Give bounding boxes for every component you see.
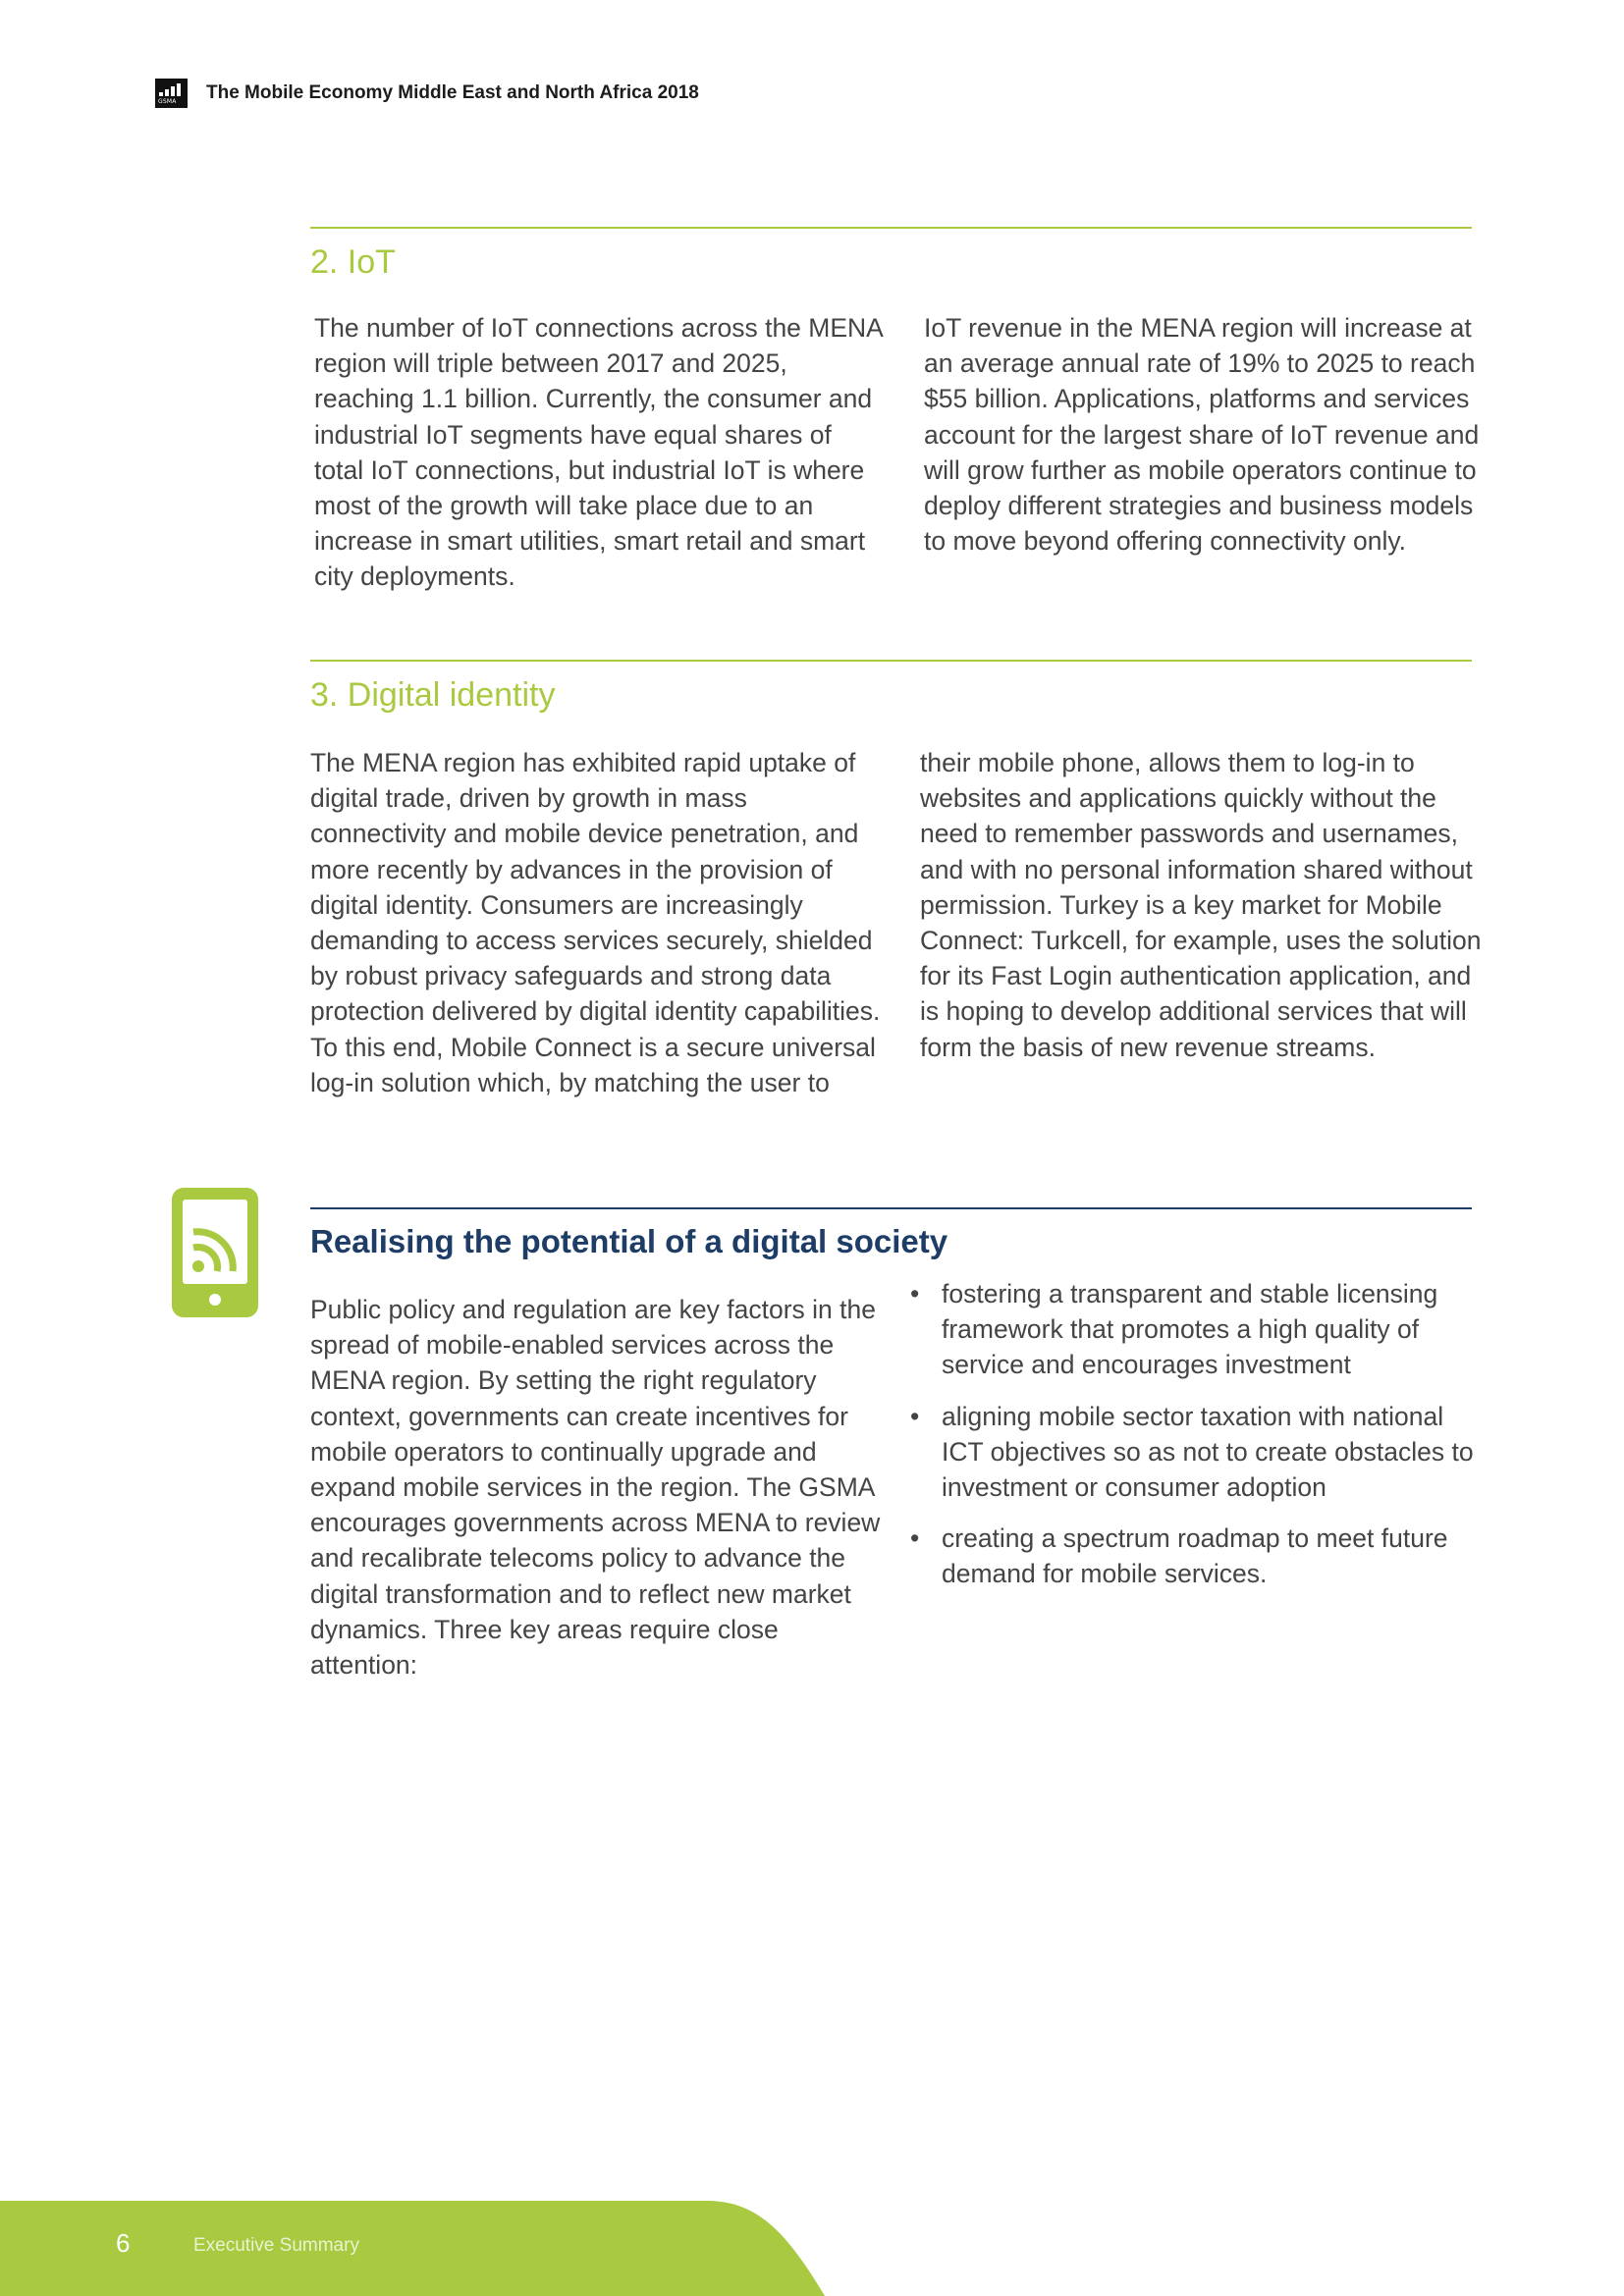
iot-paragraph-1: The number of IoT connections across the MENA region will triple between 2017 and 2025, reaching 1.1 billion. Currently, the consumer and industrial IoT segments have equal shares of total IoT connections, but industrial IoT is where most of the growth will take place due to an increase in smart utilities, smart retail and smart city deployments. [314,313,883,592]
section-divider [310,660,1472,662]
page-number: 6 [116,2228,131,2258]
section-title-digital-identity: 3. Digital identity [310,676,556,714]
digital-identity-paragraph-1: The MENA region has exhibited rapid uptake of digital trade, driven by growth in mass connectivity and mobile device penetration, and more recently by advances in the provision of digital identity. Consumers are increasingly demanding to access services securely, shielded by robust privacy safeguards and strong data protection delivered by digital identity capabilities. To this end, Mobile Connect is a secure universal log-in solution which, by matching the user to [310,748,881,1097]
section-title-iot: 2. IoT [310,243,396,281]
logo-wordmark: GSMA [158,98,177,105]
callout-divider [310,1207,1472,1209]
list-item: • creating a spectrum roadmap to meet future demand for mobile services. [908,1521,1483,1591]
mobile-signal-icon [172,1188,258,1317]
callout-paragraph: Public policy and regulation are key factors in the spread of mobile-enabled services across the MENA region. By setting the right regulatory context, governments can create incentives for mobile operators to continually upgrade and expand mobile services in the region. The GSMA encourages governments across MENA to review and recalibrate telecoms policy to advance the digital transformation and to reflect new market dynamics. Three key areas require close attention: [310,1295,881,1681]
page-header [155,79,699,108]
section-divider [310,227,1472,229]
list-item: • fostering a transparent and stable licensing framework that promotes a high quality of service and encourages investment [908,1276,1483,1383]
signal-bars-icon [159,83,181,96]
report-title: The Mobile Economy Middle East and North Africa 2018 [206,82,699,103]
gsma-logo [155,79,188,108]
digital-identity-paragraph-2: their mobile phone, allows them to log-in to websites and applications quickly without the need to remember passwords and usernames, and with no personal information shared without permission. Turkey is a key market for Mobile Connect: Turkcell, for example, uses the solution for its Fast Login authentication application, and is hoping to develop additional services that will form the basis of new revenue streams. [920,748,1482,1062]
policy-bullet-list [908,1276,1483,1608]
list-item: • aligning mobile sector taxation with national ICT objectives so as not to create obstacles to investment or consumer adoption [908,1399,1483,1506]
iot-paragraph-2: IoT revenue in the MENA region will increase at an average annual rate of 19% to 2025 to reach $55 billion. Applications, platforms and services account for the largest share of IoT revenue and will grow further as mobile operators continue to deploy different strategies and business models to move beyond offering connectivity only. [924,313,1480,557]
footer-section-label: Executive Summary [193,2235,359,2256]
callout-title: Realising the potential of a digital society [310,1223,948,1259]
